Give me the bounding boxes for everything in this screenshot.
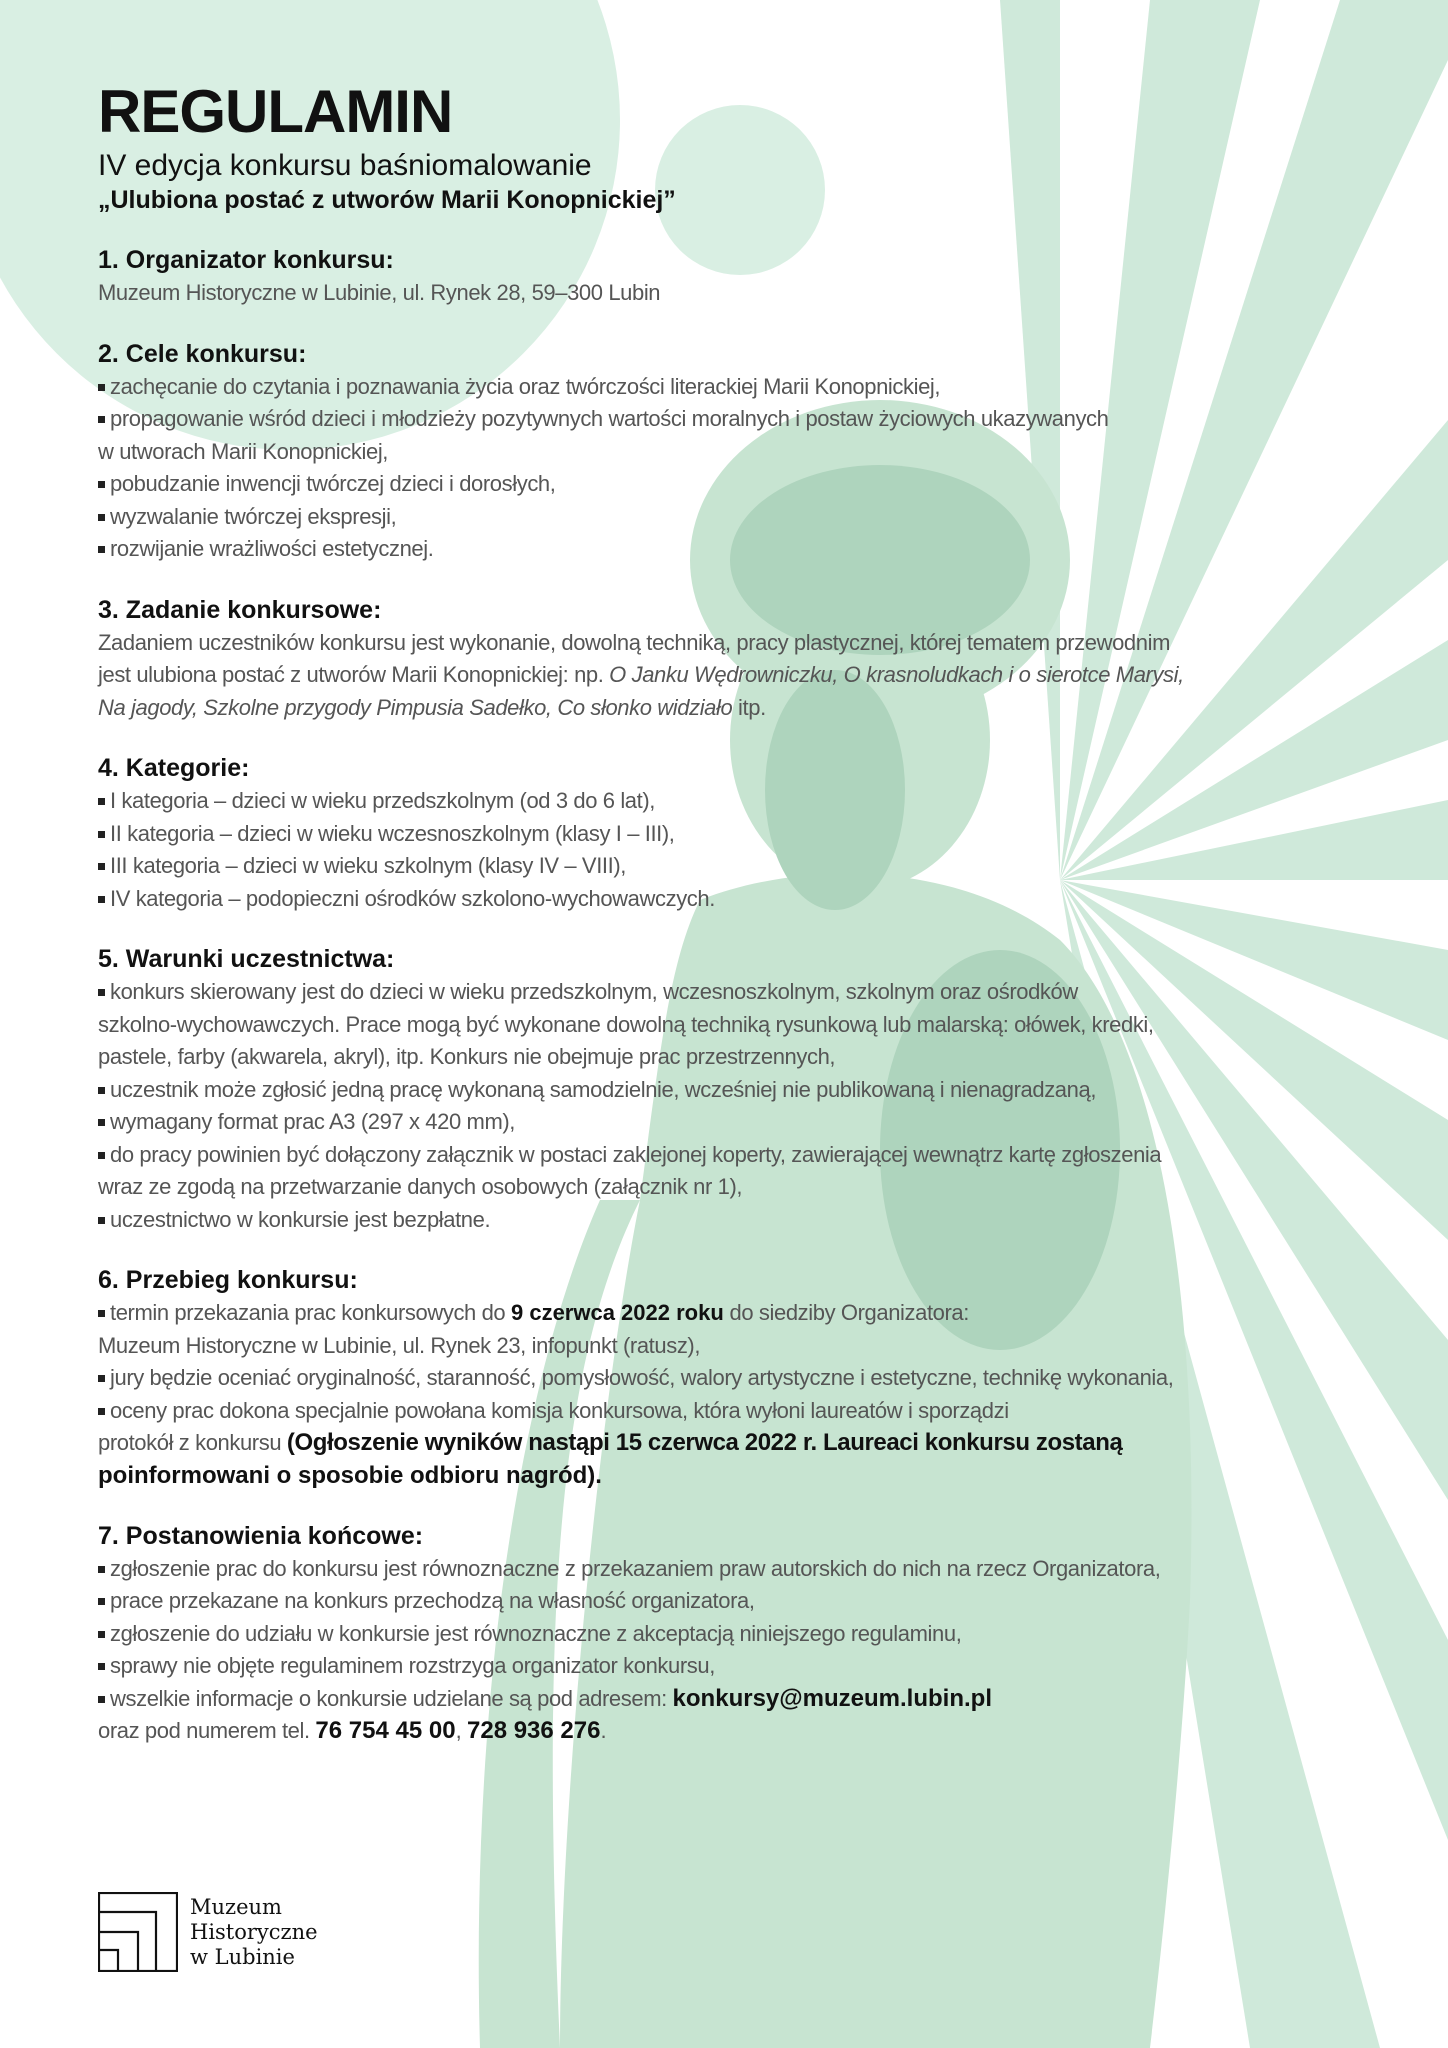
list-item-continuation: pastele, farby (akwarela, akryl), itp. Konkurs nie obejmuje prac przestrzennych,: [98, 1044, 836, 1069]
list-item-continuation: szkolno-wychowawczych. Prace mogą być wykonane dowolną techniką rysunkową lub malarską: ołówek, kredki,: [98, 1011, 1154, 1037]
list-item: prace przekazane na konkurs przechodzą na własność organizatora,: [98, 1585, 1358, 1618]
bullet-icon: [98, 1087, 105, 1094]
section-heading: 3. Zadanie konkursowe:: [98, 595, 382, 624]
section-categories: [98, 752, 1358, 915]
museum-logo-icon: [98, 1892, 178, 1972]
list-item: do pracy powinien być dołączony załącznik w postaci zaklejonej koperty, zawierającej wewnątrz kartę zgłoszenia: [98, 1139, 1358, 1172]
section-goals: [98, 338, 1358, 566]
regulations-document: [98, 78, 1358, 1748]
bullet-icon: [98, 1119, 105, 1126]
list-item: oceny prac dokona specjalnie powołana komisja konkursowa, która wyłoni laureatów i sporządzi: [98, 1395, 1358, 1428]
list-item: sprawy nie objęte regulaminem rozstrzyga organizator konkursu,: [98, 1650, 1358, 1683]
bullet-icon: [98, 384, 105, 391]
bullet-icon: [98, 416, 105, 423]
section-heading: 2. Cele konkursu:: [98, 339, 307, 368]
bullet-icon: [98, 546, 105, 553]
museum-logo-text: Muzeum Historyczne w Lubinie: [190, 1894, 318, 1969]
section-heading: 1. Organizator konkursu:: [98, 246, 394, 274]
list-item: jury będzie oceniać oryginalność, staranność, pomysłowość, walory artystyczne i estetyczne, technikę wykonania,: [98, 1362, 1358, 1395]
list-item: wszelkie informacje o konkursie udzielane są pod adresem: konkursy@muzeum.lubin.pl: [98, 1683, 1358, 1716]
list-item-continuation: wraz ze zgodą na przetwarzanie danych osobowych (załącznik nr 1),: [98, 1174, 743, 1199]
bullet-icon: [98, 1696, 105, 1703]
edition-subtitle: IV edycja konkursu baśniomalowanie: [98, 149, 592, 182]
list-item: I kategoria – dzieci w wieku przedszkolnym (od 3 do 6 lat),: [98, 785, 1358, 818]
bullet-icon: [98, 1152, 105, 1159]
section-heading: 4. Kategorie:: [98, 754, 250, 782]
deadline-date: 9 czerwca 2022 roku: [510, 1300, 724, 1325]
list-item: II kategoria – dzieci w wieku wczesnoszkolnym (klasy I – III),: [98, 818, 1358, 851]
section-organizer: [98, 244, 1358, 310]
list-item-continuation: w utworach Marii Konopnickiej,: [98, 438, 389, 464]
list-item-continuation: protokół z konkursu (Ogłoszenie wyników nastąpi 15 czerwca 2022 r. Laureaci konkursu zostaną: [98, 1429, 1123, 1456]
bullet-icon: [98, 798, 105, 805]
paragraph-line: Zadaniem uczestników konkursu jest wykonanie, dowolną techniką, pracy plastycznej, której tematem przewodnim: [98, 629, 1170, 655]
contest-theme: „Ulubiona postać z utworów Marii Konopnickiej”: [98, 186, 676, 214]
paragraph-line: jest ulubiona postać z utworów Marii Konopnickiej: np. O Janku Wędrowniczku, O krasnoludkach i o sierotce Marysi,: [98, 662, 1184, 687]
list-item: uczestnictwo w konkursie jest bezpłatne.: [98, 1204, 1358, 1237]
section-task: [98, 594, 1358, 725]
section-course: [98, 1264, 1358, 1492]
section-conditions: [98, 943, 1358, 1236]
phone-number: 728 936 276: [467, 1717, 601, 1744]
bullet-icon: [98, 1217, 105, 1224]
list-item: wymagany format prac A3 (297 x 420 mm),: [98, 1106, 1358, 1139]
bullet-icon: [98, 514, 105, 521]
bullet-icon: [98, 863, 105, 870]
paragraph-line: Na jagody, Szkolne przygody Pimpusia Sadełko, Co słonko widziało itp.: [98, 694, 766, 720]
phone-number: 76 754 45 00: [315, 1717, 456, 1744]
bullet-icon: [98, 989, 105, 996]
list-item: propagowanie wśród dzieci i młodzieży pozytywnych wartości moralnych i postaw życiowych ukazywanych: [98, 403, 1358, 436]
list-item: konkurs skierowany jest do dzieci w wieku przedszkolnym, wczesnoszkolnym, szkolnym oraz ośrodków: [98, 976, 1358, 1009]
bullet-icon: [98, 1663, 105, 1670]
list-item: rozwijanie wrażliwości estetycznej.: [98, 533, 1358, 566]
bullet-icon: [98, 1566, 105, 1573]
list-item: pobudzanie inwencji twórczej dzieci i dorosłych,: [98, 468, 1358, 501]
list-item: termin przekazania prac konkursowych do 9 czerwca 2022 roku do siedziby Organizatora:: [98, 1297, 1358, 1330]
bullet-icon: [98, 831, 105, 838]
list-item: zgłoszenie do udziału w konkursie jest równoznaczne z akceptacją niniejszego regulaminu,: [98, 1618, 1358, 1651]
bullet-icon: [98, 1375, 105, 1382]
bullet-icon: [98, 1598, 105, 1605]
list-item: IV kategoria – podopieczni ośrodków szkolono-wychowawczych.: [98, 883, 1358, 916]
museum-logo: [98, 1892, 318, 1972]
results-announcement: (Ogłoszenie wyników nastąpi 15 czerwca 2022 r. Laureaci konkursu zostaną: [286, 1429, 1123, 1456]
section-final-provisions: [98, 1520, 1358, 1748]
list-item: zachęcanie do czytania i poznawania życia oraz twórczości literackiej Marii Konopnickiej,: [98, 371, 1358, 404]
bullet-icon: [98, 1310, 105, 1317]
list-item: zgłoszenie prac do konkursu jest równoznaczne z przekazaniem praw autorskich do nich na rzecz Organizatora,: [98, 1553, 1358, 1586]
list-item-continuation: oraz pod numerem tel. 76 754 45 00, 728 936 276.: [98, 1717, 607, 1744]
bullet-icon: [98, 481, 105, 488]
organizer-address: Muzeum Historyczne w Lubinie, ul. Rynek 28, 59–300 Lubin: [98, 280, 661, 305]
list-item: uczestnik może zgłosić jedną pracę wykonaną samodzielnie, wcześniej nie publikowaną i nienagradzaną,: [98, 1074, 1358, 1107]
bullet-icon: [98, 1408, 105, 1415]
bullet-icon: [98, 1631, 105, 1638]
results-announcement-continuation: poinformowani o sposobie odbioru nagród).: [98, 1461, 602, 1489]
contact-email-link[interactable]: konkursy@muzeum.lubin.pl: [672, 1684, 992, 1712]
section-heading: 7. Postanowienia końcowe:: [98, 1521, 424, 1550]
section-heading: 6. Przebieg konkursu:: [98, 1266, 358, 1294]
list-item: III kategoria – dzieci w wieku szkolnym (klasy IV – VIII),: [98, 850, 1358, 883]
section-heading: 5. Warunki uczestnictwa:: [98, 945, 395, 973]
bullet-icon: [98, 896, 105, 903]
list-item-continuation: Muzeum Historyczne w Lubinie, ul. Rynek 23, infopunkt (ratusz),: [98, 1332, 701, 1358]
page-title: REGULAMIN: [98, 78, 453, 145]
list-item: wyzwalanie twórczej ekspresji,: [98, 501, 1358, 534]
